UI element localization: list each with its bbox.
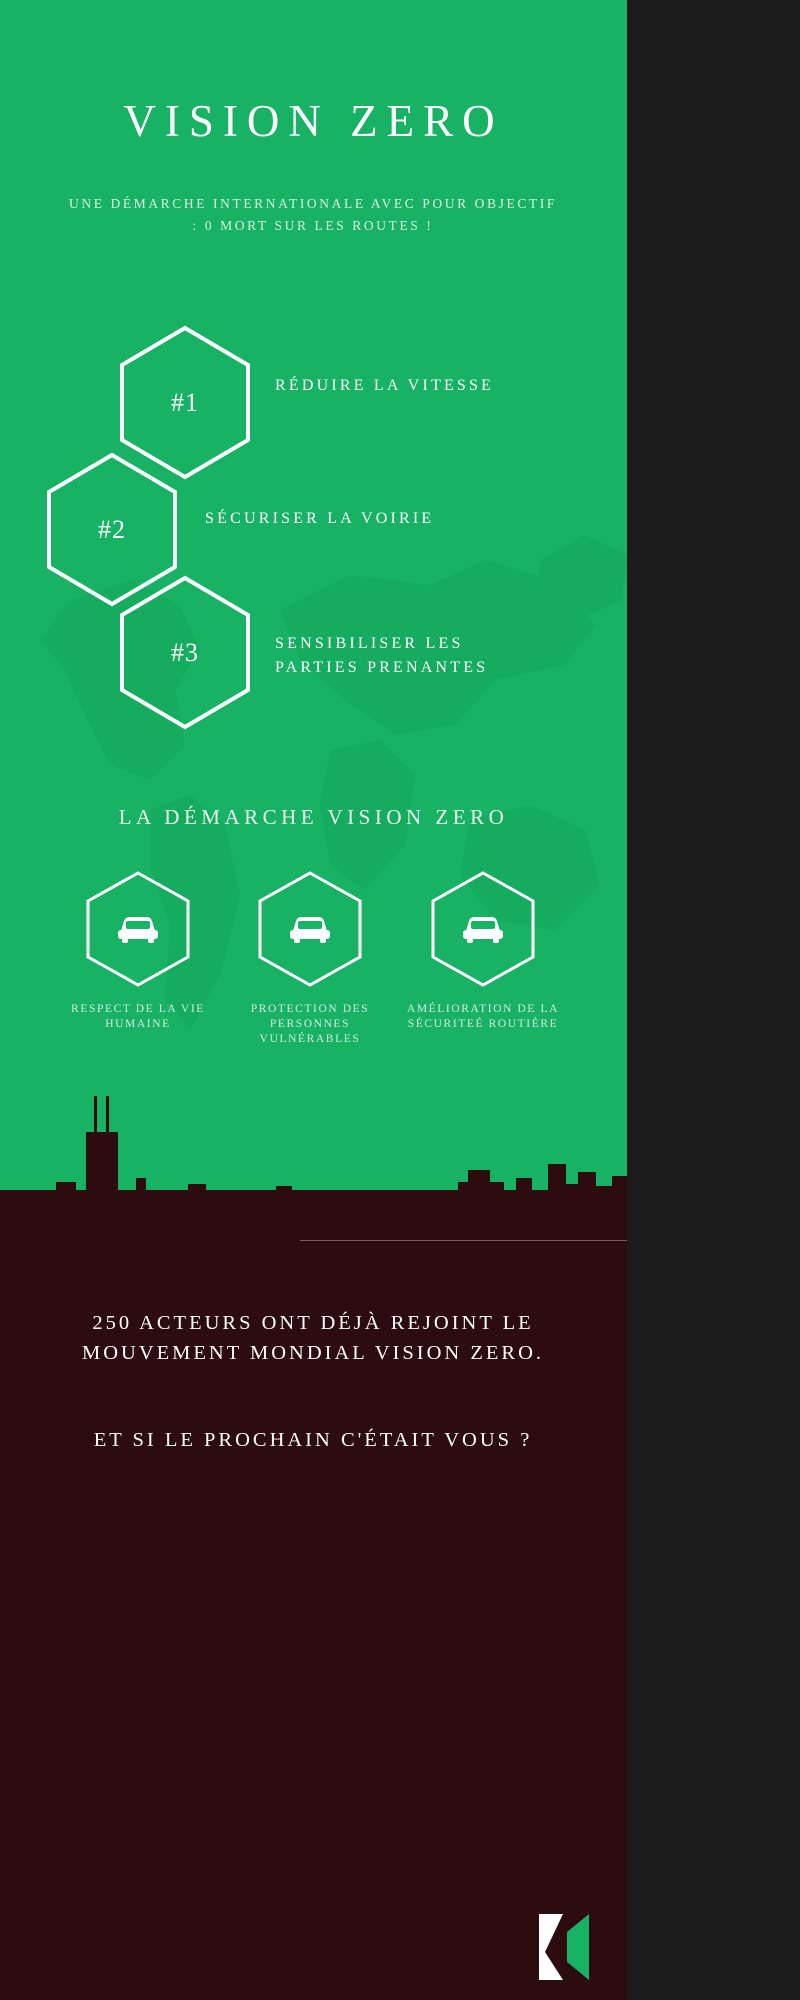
footer-statement: 250 ACTEURS ONT DÉJÀ REJOINT LE MOUVEMENT MONDIAL VISION ZERO. <box>81 1312 545 1364</box>
car-icon <box>84 870 192 988</box>
step-badge-3: #3 <box>171 637 199 667</box>
value-item-3 <box>393 870 573 1032</box>
value-label-3: AMÉLIORATION DE LA SÉCURITEÉ ROUTIÈRE <box>406 1003 560 1030</box>
page-subtitle: UNE DÉMARCHE INTERNATIONALE AVEC POUR OBJECTIF : 0 MORT SUR LES ROUTES ! <box>69 196 557 233</box>
value-label-2: PROTECTION DES PERSONNES VULNÉRABLES <box>250 1003 370 1045</box>
value-hexagon-3 <box>429 870 537 988</box>
footer-divider <box>300 1240 627 1241</box>
car-icon <box>429 870 537 988</box>
value-hexagon-1 <box>84 870 192 988</box>
step-hexagon-3 <box>118 575 252 730</box>
city-skyline-decoration <box>0 1086 627 1246</box>
value-hexagon-2 <box>256 870 364 988</box>
value-item-2 <box>220 870 400 1047</box>
step-text-2: SÉCURISER LA VOIRIE <box>205 510 435 527</box>
step-badge-2: #2 <box>98 514 126 544</box>
car-icon <box>256 870 364 988</box>
value-label-1: RESPECT DE LA VIE HUMAINE <box>71 1003 205 1030</box>
step-badge-1: #1 <box>171 387 199 417</box>
page-title: VISION ZERO <box>123 96 504 146</box>
footer-question: ET SI LE PROCHAIN C'ÉTAIT VOUS ? <box>93 1429 533 1451</box>
value-item-1 <box>48 870 228 1032</box>
step-text-1: RÉDUIRE LA VITESSE <box>275 377 495 394</box>
brand-logo-icon <box>537 1912 597 1982</box>
section-heading: LA DÉMARCHE VISION ZERO <box>118 805 509 829</box>
step-text-3: SENSIBILISER LES PARTIES PRENANTES <box>275 635 489 676</box>
